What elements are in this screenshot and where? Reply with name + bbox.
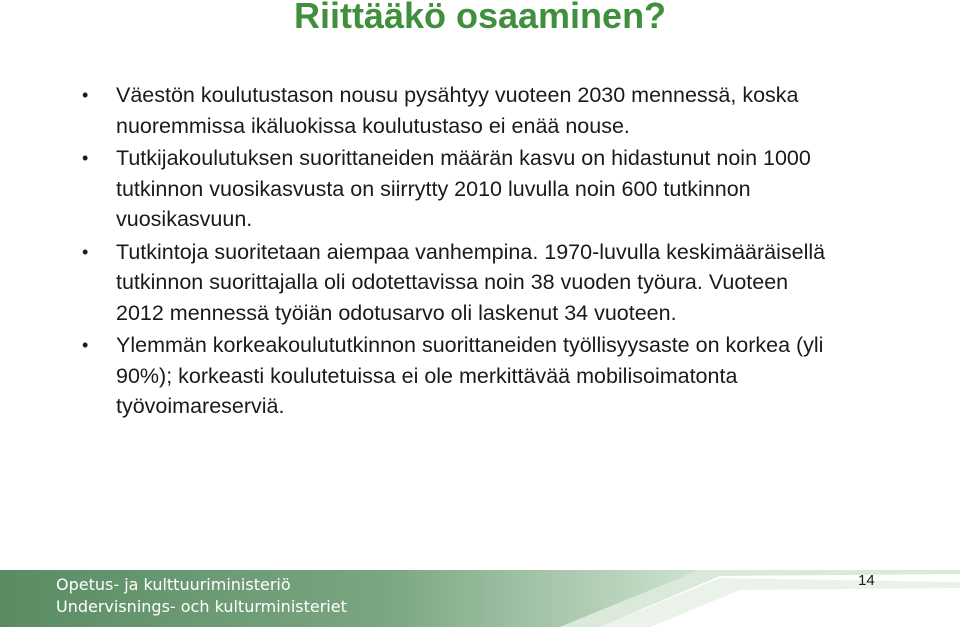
bullet-icon: • [82, 241, 89, 262]
bullet-text: Ylemmän korkeakoulututkinnon suorittaneiden työllisyysaste on korkea (yli 90%); korkeasti koulutetuissa ei ole merkittävää mobilisoimatonta työvoimareserviä. [116, 333, 824, 418]
bullet-list [76, 80, 836, 424]
bullet-item [76, 330, 836, 422]
page-number: 14 [858, 572, 875, 589]
ministry-name-swedish: Undervisnings- och kulturministeriet [56, 597, 347, 616]
bullet-text: Tutkijakoulutuksen suorittaneiden määrän kasvu on hidastunut noin 1000 tutkinnon vuosikasvusta on siirrytty 2010 luvulla noin 600 tutkinnon vuosikasvuun. [116, 146, 811, 231]
bullet-item [76, 143, 836, 235]
bullet-text: Tutkintoja suoritetaan aiempaa vanhempina. 1970-luvulla keskimääräisellä tutkinnon suorittajalla oli odotettavissa noin 38 vuoden työura. Vuoteen 2012 mennessä työiän odotusarvo oli laskenut 34 vuoteen. [116, 239, 826, 325]
ministry-name [56, 574, 347, 618]
bullet-text: Väestön koulutustason nousu pysähtyy vuoteen 2030 mennessä, koska nuoremmissa ikäluokissa koulutustaso ei enää nouse. [116, 83, 799, 138]
slide-title: Riittääkö osaaminen? [293, 0, 667, 36]
bullet-icon: • [82, 335, 89, 355]
bullet-icon: • [82, 148, 89, 168]
bullet-icon: • [82, 85, 89, 105]
bullet-item [76, 80, 836, 141]
ministry-name-finnish: Opetus- ja kulttuuriministeriö [56, 575, 291, 594]
bullet-item [76, 237, 836, 329]
